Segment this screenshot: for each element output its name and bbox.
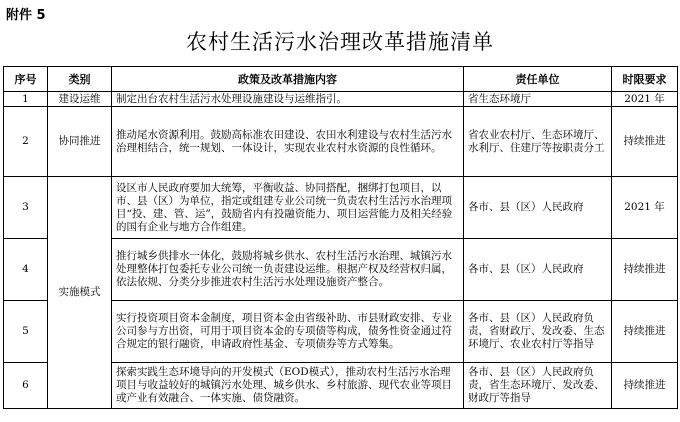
row-no: 6: [4, 363, 48, 409]
row-deadline: 持续推进: [612, 107, 678, 177]
row-content: 制定出台农村生活污水处理设施建设与运维指引。: [112, 92, 464, 107]
row-unit: 各市、县（区）人民政府: [464, 177, 612, 239]
header-no: 序号: [4, 67, 48, 92]
table-row: [4, 177, 678, 239]
row-no: 4: [4, 239, 48, 301]
table-row: [4, 107, 678, 177]
row-no: 5: [4, 301, 48, 363]
row-unit: 省生态环境厅: [464, 92, 612, 107]
header-unit: 责任单位: [464, 67, 612, 92]
row-content: 推行城乡供排水一体化，鼓励将城乡供水、农村生活污水治理、城镇污水处理整体打包委托专业公司统一负责建设运维。根据产权及经营权归属，依法依规、分类分步推进农村生活污水处理设施资产整合。: [112, 239, 464, 301]
row-content: 设区市人民政府要加大统筹，平衡收益、协同搭配，捆绑打包项目，以市、县（区）为单位，指定或组建专业公司统一负责农村生活污水治理项目“投、建、管、运”，鼓励省内有投融资能力、项目运营能力及相关经验的国有企业与地方合作组建。: [112, 177, 464, 239]
row-unit: 各市、县（区）人民政府: [464, 239, 612, 301]
row-content: 实行投资项目资本金制度，项目资本金由省级补助、市县财政安排、专业公司参与方出资，可用于项目资本金的专项债等构成，债务性资金通过符合规定的银行融资，申请政府性基金、专项债券等方式筹集。: [112, 301, 464, 363]
row-deadline: 持续推进: [612, 363, 678, 409]
header-deadline: 时限要求: [612, 67, 678, 92]
row-category: 建设运维: [48, 92, 112, 107]
row-category-merged: 实施模式: [48, 177, 112, 409]
row-content: 探索实践生态环境导向的开发模式（EOD模式），推动农村生活污水治理项目与收益较好的城镇污水处理、城乡供水、乡村旅游、现代农业等项目或产业有效融合、一体实施、债贷融资。: [112, 363, 464, 409]
row-unit: 省农业农村厅、生态环境厅、水利厅、住建厅等按职责分工: [464, 107, 612, 177]
row-deadline: 2021 年: [612, 177, 678, 239]
table-row: [4, 92, 678, 107]
row-no: 1: [4, 92, 48, 107]
row-category: 协同推进: [48, 107, 112, 177]
table-header-row: [4, 67, 678, 92]
attachment-label: 附件 5: [6, 8, 46, 23]
header-category: 类别: [48, 67, 112, 92]
row-deadline: 持续推进: [612, 301, 678, 363]
row-unit: 各市、县（区）人民政府负责，省生态环境厅、发改委、财政厅等指导: [464, 363, 612, 409]
header-content: 政策及改革措施内容: [112, 67, 464, 92]
measures-table: [3, 66, 678, 409]
row-deadline: 2021 年: [612, 92, 678, 107]
row-no: 3: [4, 177, 48, 239]
row-no: 2: [4, 107, 48, 177]
page-title: 农村生活污水治理改革措施清单: [186, 30, 494, 54]
row-unit: 各市、县（区）人民政府负责，省财政厅、发改委、生态环境厅、农业农村厅等指导: [464, 301, 612, 363]
row-deadline: 持续推进: [612, 239, 678, 301]
row-content: 推动尾水资源利用。鼓励高标准农田建设、农田水利建设与农村生活污水治理相结合，统一规划、一体设计，实现农业农村水资源的良性循环。: [112, 107, 464, 177]
